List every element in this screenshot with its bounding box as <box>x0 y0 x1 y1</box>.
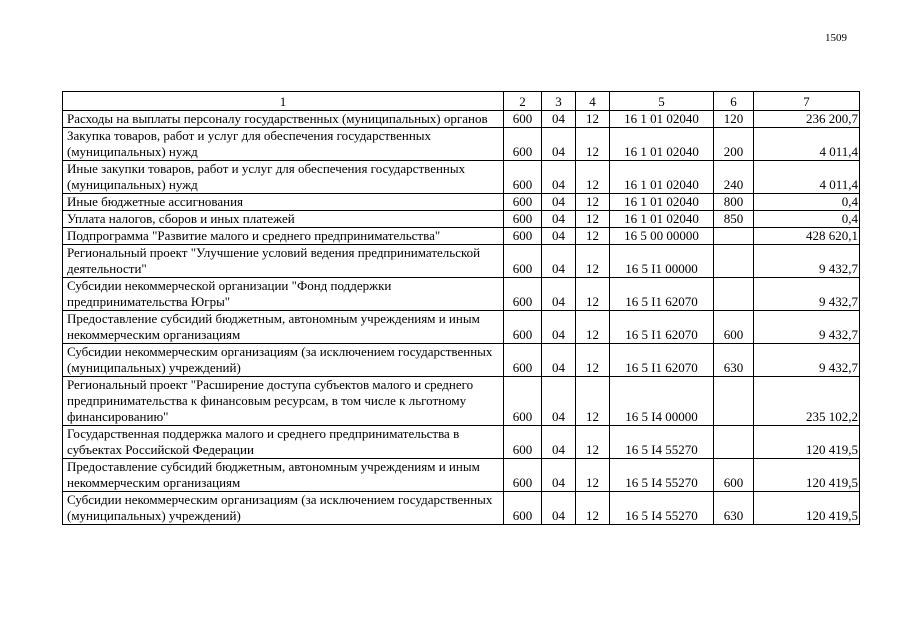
table-row <box>63 377 860 426</box>
row-subsection-code: 12 <box>576 194 610 211</box>
row-expense-type <box>714 426 754 459</box>
column-header: 7 <box>754 92 860 111</box>
row-name: Региональный проект "Улучшение условий ведения предпринимательской деятельности" <box>63 245 504 278</box>
row-target-article: 16 5 00 00000 <box>610 228 714 245</box>
row-ved-code: 600 <box>504 344 542 377</box>
row-section-code: 04 <box>542 492 576 525</box>
row-name: Иные закупки товаров, работ и услуг для обеспечения государственных (муниципальных) нужд <box>63 161 504 194</box>
row-subsection-code: 12 <box>576 245 610 278</box>
row-name: Предоставление субсидий бюджетным, автономным учреждениям и иным некоммерческим организациям <box>63 459 504 492</box>
row-ved-code: 600 <box>504 311 542 344</box>
row-name: Региональный проект "Расширение доступа субъектов малого и среднего предпринимательства к финансовым ресурсам, в том числе к льготному финансированию" <box>63 377 504 426</box>
row-subsection-code: 12 <box>576 128 610 161</box>
row-target-article: 16 5 I1 00000 <box>610 245 714 278</box>
row-name: Расходы на выплаты персоналу государственных (муниципальных) органов <box>63 111 504 128</box>
table-row <box>63 128 860 161</box>
column-header: 1 <box>63 92 504 111</box>
column-header: 3 <box>542 92 576 111</box>
row-expense-type <box>714 377 754 426</box>
row-name: Субсидии некоммерческой организации "Фонд поддержки предпринимательства Югры" <box>63 278 504 311</box>
row-section-code: 04 <box>542 426 576 459</box>
row-section-code: 04 <box>542 245 576 278</box>
row-expense-type: 600 <box>714 459 754 492</box>
column-header: 5 <box>610 92 714 111</box>
column-header: 6 <box>714 92 754 111</box>
row-ved-code: 600 <box>504 111 542 128</box>
table-row <box>63 344 860 377</box>
row-target-article: 16 1 01 02040 <box>610 211 714 228</box>
column-header: 4 <box>576 92 610 111</box>
row-subsection-code: 12 <box>576 459 610 492</box>
row-target-article: 16 5 I4 00000 <box>610 377 714 426</box>
row-expense-type <box>714 245 754 278</box>
row-section-code: 04 <box>542 111 576 128</box>
row-amount: 120 419,5 <box>754 426 860 459</box>
row-ved-code: 600 <box>504 161 542 194</box>
row-expense-type: 120 <box>714 111 754 128</box>
row-subsection-code: 12 <box>576 211 610 228</box>
row-section-code: 04 <box>542 211 576 228</box>
table-row <box>63 492 860 525</box>
row-ved-code: 600 <box>504 278 542 311</box>
row-section-code: 04 <box>542 344 576 377</box>
row-subsection-code: 12 <box>576 228 610 245</box>
row-target-article: 16 1 01 02040 <box>610 128 714 161</box>
table-row <box>63 211 860 228</box>
row-name: Закупка товаров, работ и услуг для обеспечения государственных (муниципальных) нужд <box>63 128 504 161</box>
table-row <box>63 459 860 492</box>
row-target-article: 16 1 01 02040 <box>610 161 714 194</box>
row-name: Предоставление субсидий бюджетным, автономным учреждениям и иным некоммерческим организациям <box>63 311 504 344</box>
row-subsection-code: 12 <box>576 426 610 459</box>
table-row <box>63 426 860 459</box>
table-row <box>63 278 860 311</box>
table-row <box>63 245 860 278</box>
row-ved-code: 600 <box>504 211 542 228</box>
row-amount: 120 419,5 <box>754 459 860 492</box>
row-ved-code: 600 <box>504 492 542 525</box>
row-amount: 120 419,5 <box>754 492 860 525</box>
row-ved-code: 600 <box>504 459 542 492</box>
row-subsection-code: 12 <box>576 111 610 128</box>
row-name: Подпрограмма "Развитие малого и среднего предпринимательства" <box>63 228 504 245</box>
row-ved-code: 600 <box>504 194 542 211</box>
row-expense-type: 800 <box>714 194 754 211</box>
row-name: Субсидии некоммерческим организациям (за исключением государственных (муниципальных) учреждений) <box>63 344 504 377</box>
row-section-code: 04 <box>542 228 576 245</box>
row-ved-code: 600 <box>504 128 542 161</box>
row-amount: 236 200,7 <box>754 111 860 128</box>
row-ved-code: 600 <box>504 245 542 278</box>
row-amount: 9 432,7 <box>754 245 860 278</box>
row-subsection-code: 12 <box>576 344 610 377</box>
row-amount: 0,4 <box>754 211 860 228</box>
row-expense-type: 850 <box>714 211 754 228</box>
row-amount: 235 102,2 <box>754 377 860 426</box>
row-subsection-code: 12 <box>576 161 610 194</box>
row-target-article: 16 5 I1 62070 <box>610 311 714 344</box>
row-name: Субсидии некоммерческим организациям (за исключением государственных (муниципальных) учреждений) <box>63 492 504 525</box>
row-expense-type <box>714 228 754 245</box>
row-expense-type: 630 <box>714 492 754 525</box>
row-name: Иные бюджетные ассигнования <box>63 194 504 211</box>
row-ved-code: 600 <box>504 377 542 426</box>
table-body <box>63 111 860 525</box>
table-row <box>63 228 860 245</box>
row-section-code: 04 <box>542 194 576 211</box>
row-expense-type: 200 <box>714 128 754 161</box>
table-row <box>63 311 860 344</box>
row-name: Уплата налогов, сборов и иных платежей <box>63 211 504 228</box>
row-expense-type: 630 <box>714 344 754 377</box>
row-section-code: 04 <box>542 128 576 161</box>
row-ved-code: 600 <box>504 228 542 245</box>
row-section-code: 04 <box>542 278 576 311</box>
row-section-code: 04 <box>542 161 576 194</box>
row-subsection-code: 12 <box>576 377 610 426</box>
row-name: Государственная поддержка малого и среднего предпринимательства в субъектах Российской Федерации <box>63 426 504 459</box>
row-amount: 0,4 <box>754 194 860 211</box>
row-target-article: 16 5 I4 55270 <box>610 459 714 492</box>
row-amount: 9 432,7 <box>754 311 860 344</box>
row-expense-type: 600 <box>714 311 754 344</box>
table-header-row <box>63 92 860 111</box>
row-amount: 4 011,4 <box>754 128 860 161</box>
row-expense-type: 240 <box>714 161 754 194</box>
table-row <box>63 111 860 128</box>
row-amount: 4 011,4 <box>754 161 860 194</box>
row-target-article: 16 5 I4 55270 <box>610 492 714 525</box>
row-subsection-code: 12 <box>576 278 610 311</box>
row-target-article: 16 1 01 02040 <box>610 194 714 211</box>
table-row <box>63 194 860 211</box>
row-subsection-code: 12 <box>576 311 610 344</box>
row-amount: 9 432,7 <box>754 278 860 311</box>
row-expense-type <box>714 278 754 311</box>
row-section-code: 04 <box>542 377 576 426</box>
row-target-article: 16 5 I4 55270 <box>610 426 714 459</box>
column-header: 2 <box>504 92 542 111</box>
row-target-article: 16 1 01 02040 <box>610 111 714 128</box>
row-section-code: 04 <box>542 459 576 492</box>
table-row <box>63 161 860 194</box>
budget-table <box>62 91 860 525</box>
row-subsection-code: 12 <box>576 492 610 525</box>
row-target-article: 16 5 I1 62070 <box>610 344 714 377</box>
page-number: 1509 <box>825 32 847 44</box>
row-amount: 428 620,1 <box>754 228 860 245</box>
row-ved-code: 600 <box>504 426 542 459</box>
row-amount: 9 432,7 <box>754 344 860 377</box>
row-section-code: 04 <box>542 311 576 344</box>
row-target-article: 16 5 I1 62070 <box>610 278 714 311</box>
